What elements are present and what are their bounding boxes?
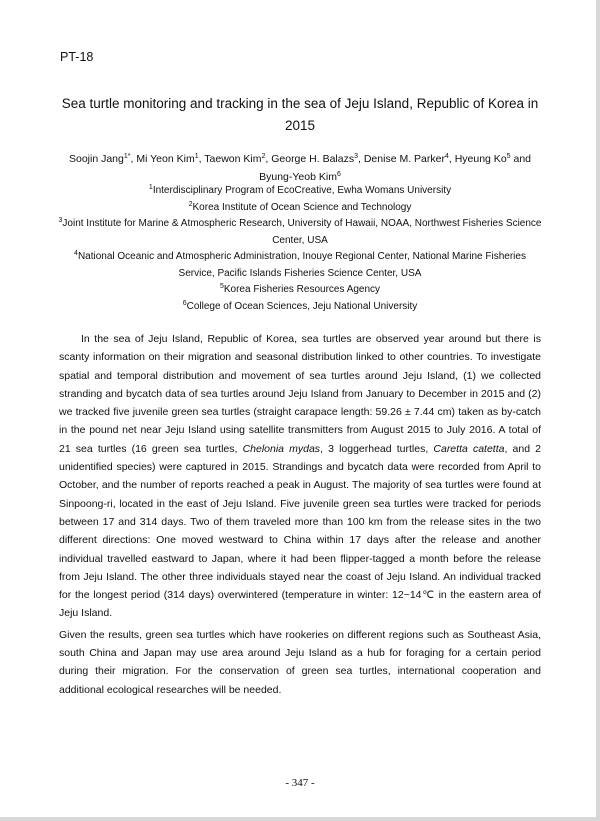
page-edge-right <box>596 0 600 821</box>
affiliation-number: 4 <box>74 250 78 257</box>
author-separator: , <box>448 153 455 165</box>
author-affiliation-mark: 2 <box>261 153 266 160</box>
author: Hyeung Ko <box>454 153 507 165</box>
affiliation <box>58 249 542 282</box>
page-number: - 347 - <box>285 777 315 789</box>
affiliation-list <box>58 183 542 315</box>
affiliation-text: Interdisciplinary Program of EcoCreative, Ewha Womans University <box>152 185 452 196</box>
affiliation <box>58 299 542 316</box>
affiliation-number: 5 <box>219 283 224 290</box>
author: Byung-Yeob Kim <box>259 171 337 183</box>
paper-title: Sea turtle monitoring and tracking in the sea of Jeju Island, Republic of Korea in 2015 <box>61 96 539 133</box>
author-affiliation-mark: 4 <box>444 153 449 160</box>
affiliation-number: 6 <box>182 299 187 307</box>
author-separator: , <box>198 153 205 165</box>
affiliation-number: 2 <box>188 200 193 208</box>
author: George H. Balazs <box>271 153 355 165</box>
session-code: PT-18 <box>60 50 94 64</box>
affiliation <box>58 216 542 249</box>
author-separator: and <box>510 153 531 165</box>
affiliation-number: 3 <box>58 217 63 224</box>
author: Taewon Kim <box>204 153 262 165</box>
affiliation-text: Korea Institute of Ocean Science and Technology <box>192 201 412 213</box>
affiliation-number: 1 <box>148 184 153 191</box>
author-affiliation-mark: 6 <box>336 171 341 178</box>
abstract <box>59 330 541 699</box>
author-affiliation-mark: 5 <box>506 153 511 160</box>
affiliation-text: Korea Fisheries Resources Agency <box>223 284 381 295</box>
author-separator: , <box>265 153 272 165</box>
author-affiliation-mark: 1* <box>123 153 131 160</box>
author-affiliation-mark: 3 <box>354 153 358 160</box>
author-separator: , <box>358 153 364 165</box>
affiliation-text: College of Ocean Sciences, Jeju National University <box>186 300 418 312</box>
affiliation <box>58 282 542 299</box>
author: Denise M. Parker <box>363 153 445 165</box>
author-list <box>58 150 542 186</box>
affiliation-text: Joint Institute for Marine & Atmospheric Research, University of Hawaii, NOAA, Northwest Fisheries Science Center, USA <box>62 218 542 246</box>
affiliation-text: National Oceanic and Atmospheric Administration, Inouye Regional Center, National Marine Fisheries Service, Pacific Islands Fisheries Science Center, USA <box>77 251 526 279</box>
species-name: Caretta catetta <box>433 442 505 455</box>
abstract-paragraph-2: Given the results, green sea turtles which have rookeries on different regions such as Southeast Asia, south China and Japan may use area around Jeju Island as a hub for foraging for a certain period during their migration. For the conservation of green sea turtles, international cooperation and additional ecological researches will be needed. <box>59 628 541 696</box>
author-affiliation-mark: 1 <box>194 153 199 160</box>
author: Mi Yeon Kim <box>136 153 195 165</box>
affiliation <box>58 183 542 200</box>
affiliation <box>58 200 542 217</box>
species-name: Chelonia mydas <box>242 442 321 455</box>
page-edge-bottom <box>0 817 600 821</box>
author: Soojin Jang <box>68 153 124 165</box>
author-separator: , <box>130 153 137 165</box>
abstract-paragraph-1: In the sea of Jeju Island, Republic of Korea, sea turtles are observed year around but there is scanty information on their migration and seasonal distribution linked to other countries. To investigate spatial and temporal distribution and movement of sea turtles around Jeju Island, (1) we collected stranding and bycatch data of sea turtles around Jeju Island from January to December in 2015 and (2) we tracked five juvenile green sea turtles (straight carapace length: 59.26 ± 7.44 cm) taken as by-catch in the pound net near Jeju Island using satellite transmitters from August 2015 to July 2016. A total of 21 sea turtles (16 green sea turtles, Chelonia mydas, 3 loggerhead turtles, Caretta catetta, and 2 unidentified species) were captured in 2015. Strandings and bycatch data were recorded from April to October, and the number of reports reached a peak in August. The majority of sea turtles were found at Sinpoong-ri, located in the east of Jeju Island. Five juvenile green sea turtles were tracked for periods between 17 and 314 days. Two of them traveled more than 100 km from the release sites in the two different directions: One moved westward to China within 17 days after the release and another individual travelled eastward to Japan, where it had been flipper-tagged a month before the release from Jeju Island. The other three individuals stayed near the coast of Jeju Island. An individual tracked for the longest period (314 days) overwintered (temperature in winter: 12~14℃ in the eastern area of Jeju Island. <box>59 333 542 620</box>
